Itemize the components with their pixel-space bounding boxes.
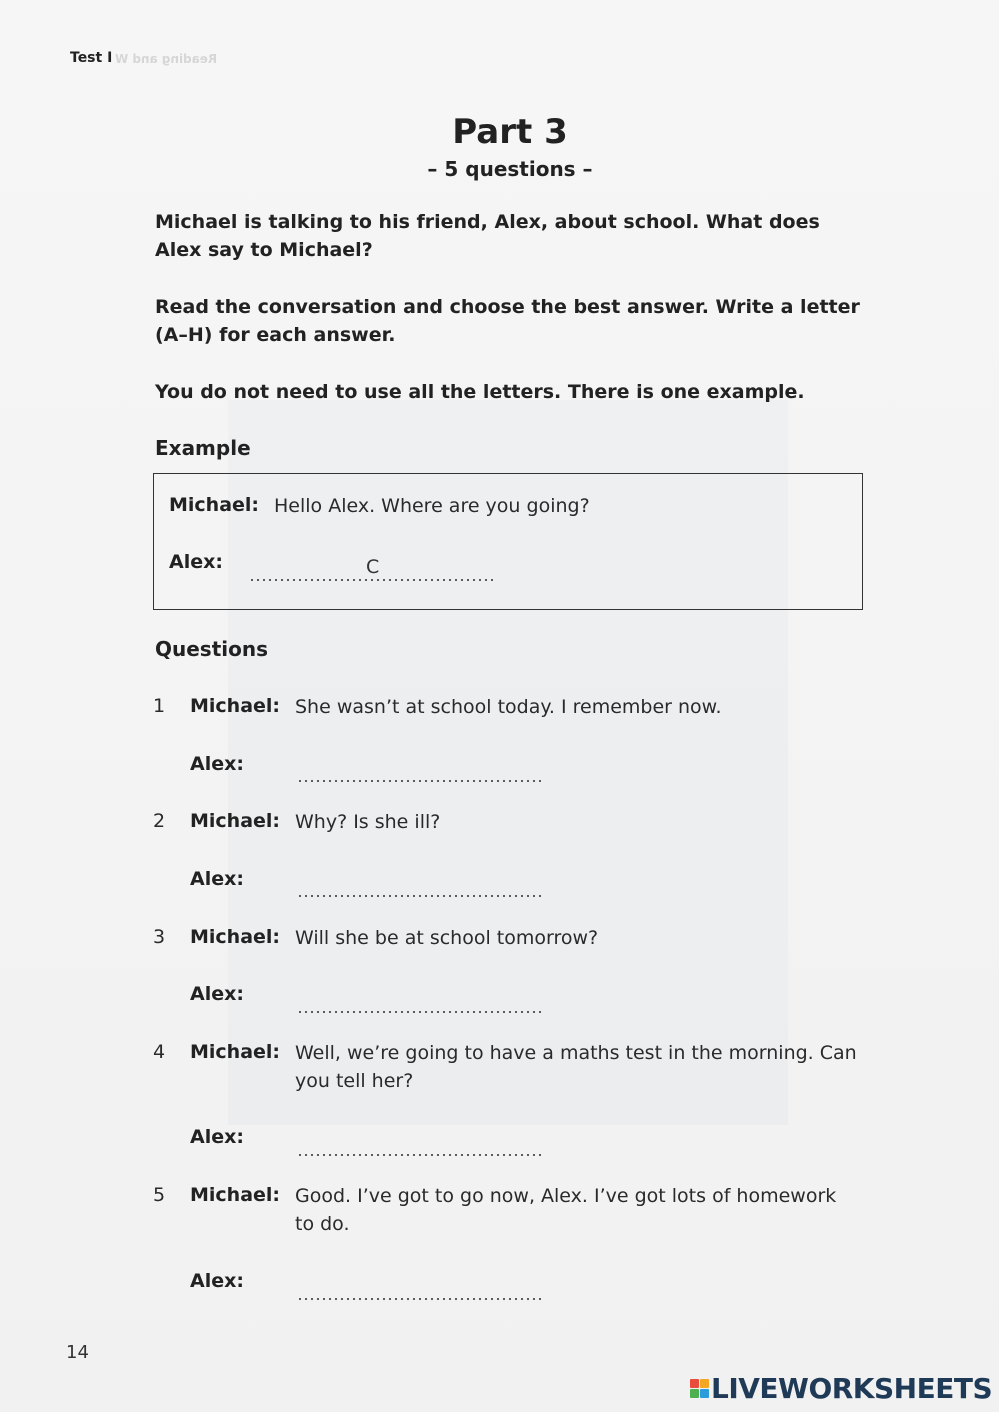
question-1-michael-line: She wasn’t at school today. I remember now. <box>295 696 722 718</box>
question-2-michael-line: Why? Is she ill? <box>295 811 441 833</box>
part-title: Part 3 <box>452 112 568 152</box>
question-5-number: 5 <box>153 1184 166 1206</box>
question-5-answer-field[interactable] <box>297 1298 545 1300</box>
example-answer-line <box>249 579 497 581</box>
example-answer: C <box>366 556 380 578</box>
question-4-answer-field[interactable] <box>297 1154 545 1156</box>
liveworksheets-brand[interactable] <box>690 1370 992 1406</box>
question-4-number: 4 <box>153 1041 166 1063</box>
logo-square-green <box>690 1389 699 1398</box>
liveworksheets-logo-icon <box>690 1379 709 1398</box>
question-5-alex-label: Alex: <box>190 1270 244 1292</box>
question-3-number: 3 <box>153 926 166 948</box>
logo-square-red <box>690 1379 699 1388</box>
test-label: Test I <box>70 50 113 66</box>
bleed-through-header: Reading and W <box>115 52 218 66</box>
question-4-alex-label: Alex: <box>190 1126 244 1148</box>
question-1-michael-label: Michael: <box>190 695 281 717</box>
question-2-answer-field[interactable] <box>297 895 545 897</box>
question-2-alex-label: Alex: <box>190 868 244 890</box>
question-3-alex-label: Alex: <box>190 983 244 1005</box>
question-5-michael-label: Michael: <box>190 1184 281 1206</box>
instruction-1: Michael is talking to his friend, Alex, about school. What does Alex say to Michael? <box>155 211 820 261</box>
question-3-answer-field[interactable] <box>297 1011 545 1013</box>
question-2-michael-label: Michael: <box>190 810 281 832</box>
logo-square-blue <box>700 1389 709 1398</box>
question-4-michael-label: Michael: <box>190 1041 281 1063</box>
logo-square-orange <box>700 1379 709 1388</box>
question-4-michael-line: Well, we’re going to have a maths test in the morning. Can you tell her? <box>295 1042 857 1092</box>
instruction-3: You do not need to use all the letters. There is one example. <box>155 381 805 403</box>
question-1-alex-label: Alex: <box>190 753 244 775</box>
example-heading: Example <box>155 436 251 460</box>
question-2-number: 2 <box>153 810 166 832</box>
question-1-answer-field[interactable] <box>297 780 545 782</box>
questions-heading: Questions <box>155 637 269 661</box>
question-3-michael-label: Michael: <box>190 926 281 948</box>
question-1-number: 1 <box>153 695 166 717</box>
example-michael-line: Hello Alex. Where are you going? <box>274 495 590 517</box>
instruction-2: Read the conversation and choose the best answer. Write a letter (A–H) for each answer. <box>155 296 860 346</box>
part-subtitle: – 5 questions – <box>427 157 593 181</box>
example-alex-label: Alex: <box>169 551 223 573</box>
page-number: 14 <box>66 1342 89 1363</box>
question-3-michael-line: Will she be at school tomorrow? <box>295 927 599 949</box>
question-5-michael-line: Good. I’ve got to go now, Alex. I’ve got lots of homework to do. <box>295 1185 837 1235</box>
brand-name: LIVEWORKSHEETS <box>711 1371 993 1405</box>
example-michael-label: Michael: <box>169 494 260 516</box>
